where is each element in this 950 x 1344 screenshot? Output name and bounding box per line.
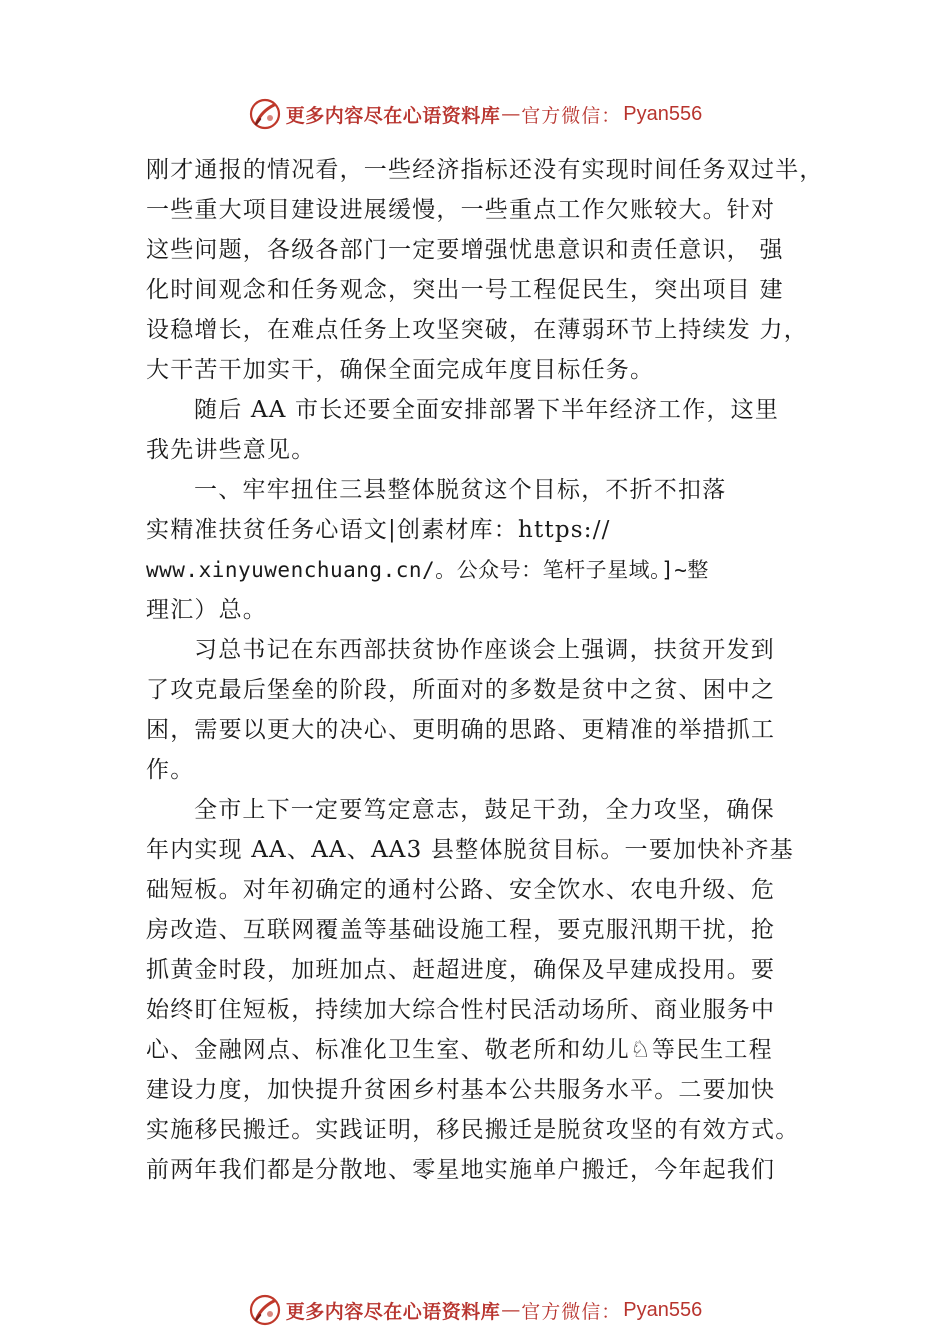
text-line: 化时间观念和任务观念，突出一号工程促民生，突出项目 建 xyxy=(146,277,784,303)
text-line: 全市上下一定要笃定意志，鼓足干劲，全力攻坚，确保 xyxy=(194,797,775,823)
url-line: www.xinyuwenchuang.cn/。公众号：笔杆子星域。]~整 xyxy=(146,558,709,582)
text-line: 这些问题，各级各部门一定要增强忧患意识和责任意识， 强 xyxy=(146,237,784,263)
text-line: 我先讲些意见。 xyxy=(146,437,316,463)
text-line: 设稳增长，在难点任务上攻坚突破，在薄弱环节上持续发 力， xyxy=(146,317,808,343)
brush-logo-icon xyxy=(248,97,282,131)
section-heading: 一、牢牢扭住三县整体脱贫这个目标，不折不扣落 xyxy=(194,477,727,503)
text-line: 一些重大项目建设进展缓慢，一些重点工作欠账较大。针对 xyxy=(146,197,776,223)
text-line: 困，需要以更大的决心、更明确的思路、更精准的举措抓工 xyxy=(146,717,776,743)
text-line: 实施移民搬迁。实践证明，移民搬迁是脱贫攻坚的有效方式。 xyxy=(146,1117,800,1143)
text-line: 前两年我们都是分散地、零星地实施单户搬迁，今年起我们 xyxy=(146,1157,776,1183)
footer-separator: — xyxy=(501,1299,521,1321)
text-line: 随后 AA 市长还要全面安排部署下半年经济工作，这里 xyxy=(194,397,780,423)
text-line: 作。 xyxy=(146,757,195,783)
text-line: 大干苦干加实干，确保全面完成年度目标任务。 xyxy=(146,357,655,383)
text-line: 刚才通报的情况看，一些经济指标还没有实现时间任务双过半， xyxy=(146,157,824,183)
header-banner xyxy=(0,94,950,134)
footer-banner xyxy=(0,1290,950,1330)
text-line: 习总书记在东西部扶贫协作座谈会上强调，扶贫开发到 xyxy=(194,637,775,663)
text-line: 础短板。对年初确定的通村公路、安全饮水、农电升级、危 xyxy=(146,877,776,903)
footer-wechat-id: Pyan556 xyxy=(623,1298,703,1321)
text-line: 建设力度，加快提升贫困乡村基本公共服务水平。二要加快 xyxy=(146,1077,776,1103)
header-separator: — xyxy=(501,103,521,125)
document-body xyxy=(146,150,846,1190)
header-wechat-id: Pyan556 xyxy=(623,102,703,125)
text-line: 房改造、互联网覆盖等基础设施工程，要克服汛期干扰，抢 xyxy=(146,917,776,943)
footer-wechat-label: 官方微信： xyxy=(521,1300,622,1323)
brush-logo-icon xyxy=(248,1293,282,1327)
text-line: 理汇）总。 xyxy=(146,597,267,623)
text-line: 心、金融网点、标准化卫生室、敬老所和幼儿♘等民生工程 xyxy=(146,1037,773,1063)
header-site-name: 更多内容尽在心语资料库 xyxy=(285,104,501,127)
text-line: 实精准扶贫任务心语文|创素材库：https:// xyxy=(146,517,611,543)
footer-site-name: 更多内容尽在心语资料库 xyxy=(285,1300,501,1323)
header-wechat-label: 官方微信： xyxy=(521,104,622,127)
text-line: 始终盯住短板，持续加大综合性村民活动场所、商业服务中 xyxy=(146,997,776,1023)
text-line: 年内实现 AA、AA、AA3 县整体脱贫目标。一要加快补齐基 xyxy=(146,837,794,863)
text-line: 抓黄金时段，加班加点、赶超进度，确保及早建成投用。要 xyxy=(146,957,776,983)
text-line: 了攻克最后堡垒的阶段，所面对的多数是贫中之贫、困中之 xyxy=(146,677,776,703)
